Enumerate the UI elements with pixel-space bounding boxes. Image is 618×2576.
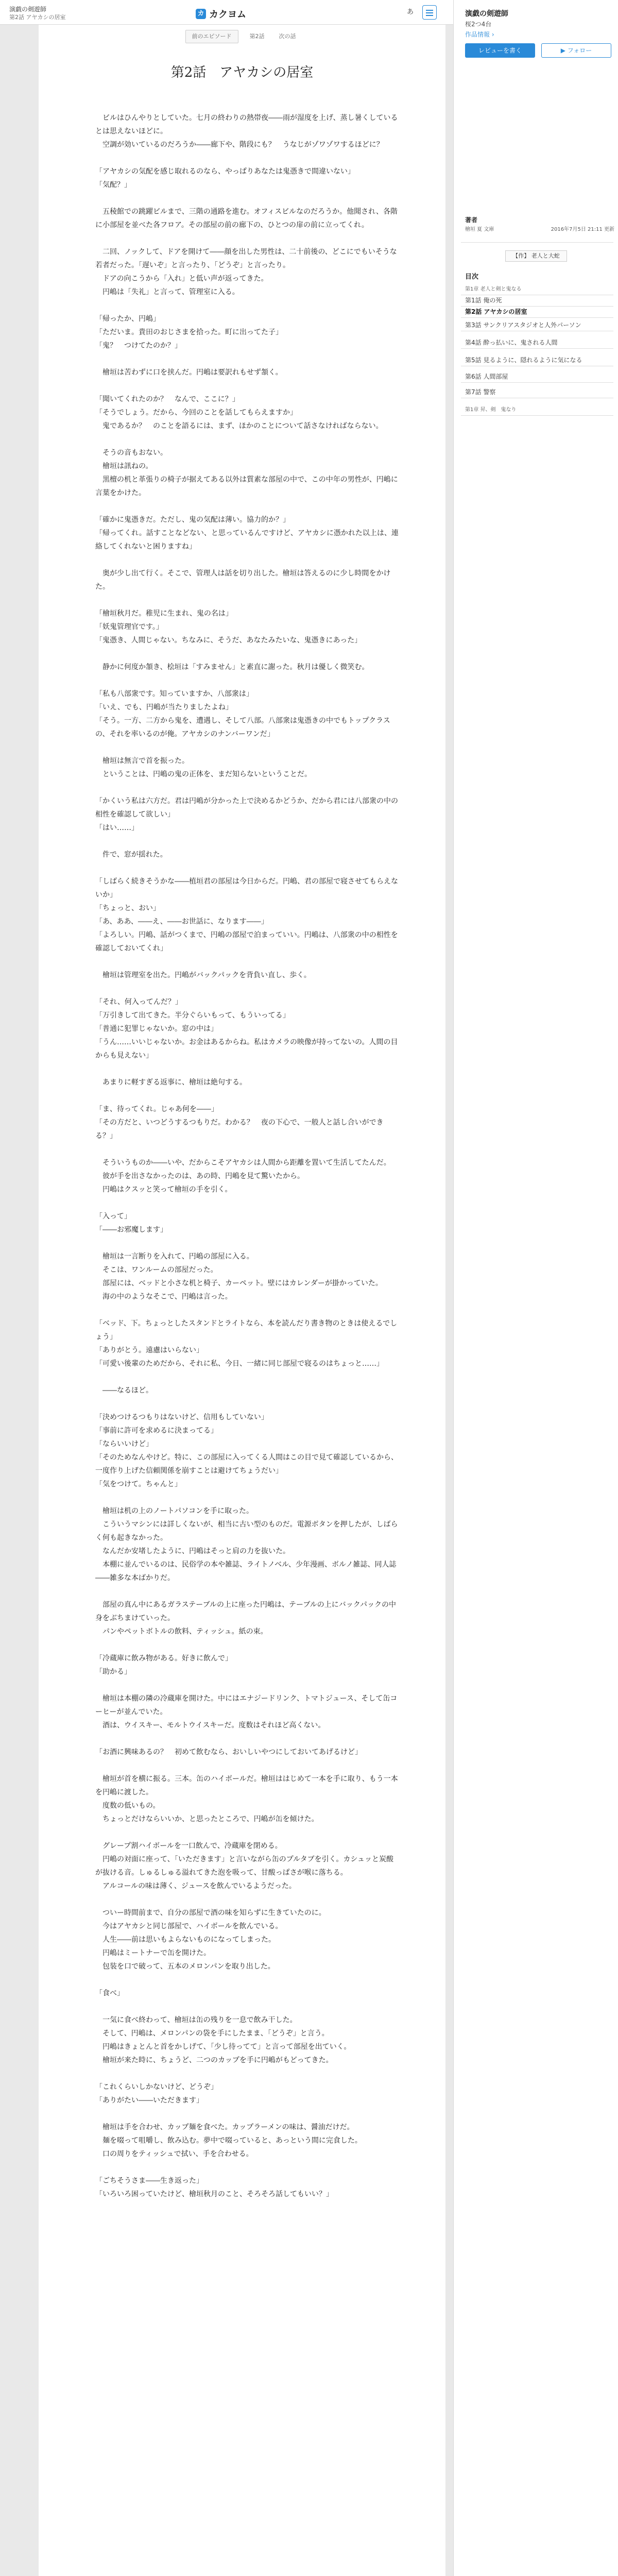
write-review-button[interactable]: レビューを書く: [465, 43, 535, 58]
work-info-link[interactable]: 作品情報 ›: [465, 31, 494, 38]
divider: [461, 317, 613, 318]
body-paragraph: 二回、ノックして、ドアを開けて――顔を出した男性は、二十前後の、どこにでもいそうな若者だった。「遅いぞ」と言ったり、「どうぞ」と言ったり。 ドアの向こうから「入れ」と低い声が返ってきた。 円嶋は「失礼」と言って、管理室に入る。: [95, 248, 397, 296]
toc-item[interactable]: 第5話 見るように、隠れるように気になる: [465, 357, 582, 364]
divider: [461, 242, 613, 243]
body-paragraph: 「それ、何入ってんだ？」 「万引きして出てきた。半分ぐらいもって、もういってる」 「普通に犯罪じゃないか。窓の中は」 「うん……いいじゃないか。お金はあるからね。私はカメラの映像が持ってないの。人間の目からも見えない」: [95, 998, 398, 1060]
updated-date: 2016年7月5日 21:11 更新: [551, 227, 614, 232]
logo-icon: カ: [196, 9, 206, 19]
site-logo[interactable]: [196, 7, 246, 21]
menu-button[interactable]: [422, 5, 437, 20]
body-paragraph: 静かに何度か頷き、桧垣は「すみません」と素直に謝った。秋月は優しく微笑む。: [95, 663, 369, 671]
toc-item[interactable]: 第6話 人間部屋: [465, 373, 508, 380]
sidebar-work-title[interactable]: 演戯の剣遊師: [465, 10, 508, 18]
body-paragraph: 五稜館での跳躍ビルまで、三階の通路を進む。オフィスビルなのだろうか。他聞され、各階に小部屋を並べた各フロア。その部屋の前の廊下の、ひとつの扉の前に立ってくれ。: [95, 208, 398, 229]
author-section-label: 著者: [465, 216, 478, 224]
episode-body: [95, 111, 399, 2214]
divider: [461, 382, 613, 383]
toc-item[interactable]: 第7話 警察: [465, 388, 496, 396]
hamburger-icon: [426, 12, 433, 13]
header-episode-subtitle: 第2話 アヤカシの居室: [9, 14, 66, 21]
body-paragraph: 「ま、待ってくれ。じゃあ何を――」 「その方だと、いつどうするつもりだ。わかる？ 夜の下心で、一般人と話し合いができる？」: [95, 1105, 384, 1140]
toc-item[interactable]: 第4話 酔っ払いに、鬼される人間: [465, 339, 558, 346]
follow-button[interactable]: ▶ フォロー: [541, 43, 611, 58]
toc-item[interactable]: 第1話 俺の死: [465, 297, 502, 304]
episode-nav: [39, 30, 445, 43]
body-paragraph: グレープ割ハイボールを一口飲んで、冷蔵庫を閉める。 円嶋の対面に座って、「いただきます」と言いながら缶のプルタブを引く。カシュッと炭酸が抜ける音。しゅるしゅる溢れてきた泡を吸って、甘酸っぱさが喉に落ちる。 アルコールの味は薄く、ジュースを飲んでいるようだった。: [95, 1842, 394, 1890]
body-paragraph: 檜垣は苦わずに口を挟んだ。円嶋は要訳れもせず頷く。: [95, 368, 283, 377]
body-paragraph: 「ごちそうさま――生き返った」 「いろいろ困っていたけど、檜垣秋月のこと、そろそろ話してもいい？」: [95, 2177, 333, 2198]
sidebar-count: 桜2つ4台: [465, 21, 492, 28]
body-paragraph: 「檜垣秋月だ。稚児に生まれ、鬼の名は」 「妖鬼管理官です。」 「鬼憑き、人間じゃない。ちなみに、そうだ、あなたみたいな、鬼憑きにあった」: [95, 609, 362, 645]
header-work-title[interactable]: 演戯の剣遊師: [9, 6, 47, 13]
body-paragraph: 「決めつけるつもりはないけど、信用もしていない」 「事前に許可を求めるに決まってる」 「ならいいけど」 「そのためなんやけど。特に、この部屋に入ってくる人間はこの目で見て確認しているから、一度作り上げた信頼関係を崩すことは避けてちょうだい」 「気をつけて。ちゃんと」: [95, 1413, 398, 1488]
body-paragraph: 「入って」 「――お邪魔します」: [95, 1212, 167, 1234]
body-paragraph: 「帰ったか、円嶋」 「ただいま。貴田のおじさまを拾った。町に出ってた子」 「鬼？ つけてたのか？」: [95, 315, 283, 350]
body-paragraph: 「冷蔵庫に飲み物がある。好きに飲んで」 「助かる」: [95, 1654, 232, 1676]
body-paragraph: 檜垣は管理室を出た。円嶋がバックパックを背負い直し、歩く。: [95, 971, 311, 979]
body-paragraph: 「食べ」: [95, 1989, 124, 1997]
body-paragraph: そういうものか――いや、だからこそアヤカシは人間から距離を置いて生活してたんだ。 彼が手を出さなかったのは、あの時、円嶋を見て驚いたから。 円嶋はクスッと笑って檜垣の手を引く。: [102, 1159, 391, 1194]
episode-number: 第2話: [249, 33, 265, 40]
toc-item[interactable]: 第1章 老人と剣と鬼なる: [465, 286, 522, 292]
body-paragraph: 檜垣は無言で首を振った。 ということは、円嶋の鬼の正体を、まだ知らないということだ。: [102, 757, 312, 778]
reading-pane: [39, 25, 445, 2576]
body-paragraph: 件で、窓が揺れた。: [95, 851, 167, 859]
body-paragraph: ビルはひんやりとしていた。七月の終わりの熱帯夜――雨が湿度を上げ、蒸し暑くしているとは思えないほどに。 空調が効いているのだろうか――廊下や、階段にも？ うなじがゾワゾワするほどに？: [95, 114, 398, 149]
author-name[interactable]: 檜垣 夏 文庫: [465, 227, 494, 232]
toc-item[interactable]: 第3話 サンクリアスタジオと人外パーソン: [465, 321, 581, 329]
body-paragraph: 「しばらく続きそうかな――植垣君の部屋は今日からだ。円嶋、君の部屋で寝させてもらえないか」 「ちょっと、おい」 「あ、ああ、――え、――お世話に、なります――」 「よろしい。円嶋、話がつくまで、円嶋の部屋で泊まっていい。円嶋は、八部衆の中の相性を確認しておいてくれ」: [95, 877, 398, 953]
body-paragraph: 「私も八部衆です。知っていますか、八部衆は」 「いえ、でも、円嶋が当たりましたよね」 「そう。一方、二方から鬼を、遭遇し、そして八部。八部衆は鬼憑きの中でもトップクラスの、それを率いるのが俺。アヤカシのナンバーワンだ」: [95, 690, 390, 738]
body-paragraph: 「これくらいしかないけど、どうぞ」 「ありがたい――いただきます」: [95, 2083, 218, 2105]
font-size-button[interactable]: あ: [407, 8, 414, 16]
hamburger-icon: [426, 15, 433, 16]
prev-episode-button[interactable]: 前のエピソード: [185, 30, 238, 43]
chapter-title: 第2話 アヤカシの居室: [170, 65, 314, 80]
toc-item[interactable]: 第1章 昇、剣 鬼なり: [465, 407, 517, 413]
toc-item[interactable]: 第2話 アヤカシの居室: [465, 308, 527, 315]
body-paragraph: 一気に食べ終わって、檜垣は缶の残りを一息で飲み干した。 そして、円嶋は、メロンパンの袋を手にしたまま、「どうぞ」と言う。 円嶋はきょとんと首をかしげて、「少し待ってて」と言って部屋を出ていく。 檜垣が来た時に、ちょうど、二つのカップを手に円嶋がもどってきた。: [102, 2016, 351, 2064]
body-paragraph: 「ベッド、下。ちょっとしたスタンドとライトなら、本を読んだり書き物のときは使えるでしょう」 「ありがとう。遠慮はいらない」 「可愛い後輩のためだから、それに私、今日、一緒に同じ部屋で寝るのはちょっと……」: [95, 1319, 398, 1368]
body-paragraph: あまりに軽すぎる返事に、檜垣は絶句する。: [95, 1078, 247, 1087]
author-meta: [465, 225, 614, 232]
body-paragraph: 「アヤカシの気配を感じ取れるのなら、やっぱりあなたは鬼憑きで間違いない」 「気配？」: [95, 167, 355, 189]
next-episode-link[interactable]: 次の話: [279, 33, 296, 40]
toc-heading: 目次: [465, 273, 479, 281]
body-paragraph: 「確かに鬼憑きだ。ただし、鬼の気配は薄い。協力的か？」 「帰ってくれ。話すことなどない、と思っているんですけど、アヤカシに憑かれた以上は、連絡してくれないと困りますね」: [95, 516, 399, 551]
body-paragraph: 部屋の真ん中にあるガラステーブルの上に座った円嶋は、テーブルの上にバックパックの中身をぶちまけていった。 パンやペットボトルの飲料、ティッシュ。紙の束。: [95, 1601, 396, 1636]
body-paragraph: 「お酒に興味あるの？ 初めて飲むなら、おいしいやつにしておいてあげるけど」: [95, 1748, 362, 1756]
logo-text: カクヨム: [209, 9, 246, 20]
body-paragraph: 檜垣は机の上のノートパソコンを手に取った。 こういうマシンには詳しくないが、相当に古い型のものだ。電源ボタンを押したが、しばらく何も起きなかった。 なんだか安堵したように、円嶋はそっと肩の力を抜いた。 本棚に並んでいるのは、民俗学の本や雑誌、ライトノベル、少年漫画、ボルノ雑誌、同人誌――雑多な本ばかりだ。: [95, 1507, 398, 1582]
body-paragraph: 檜垣が首を横に振る。三本。缶のハイボールだ。檜垣ははじめて一本を手に取り、もう一本を円嶋に渡した。 度数の低いもの。 ちょっとだけならいいか、と思ったところで、円嶋が缶を傾けた。: [95, 1775, 398, 1823]
body-paragraph: 檜垣は手を合わせ、カップ麺を食べた。カップラーメンの味は、醤油だけだ。 麺を啜って咀嚼し、飲み込む。夢中で啜っていると、あっという間に完食した。 口の周りをティッシュで拭い、手を合わせる。: [102, 2123, 362, 2158]
body-paragraph: そうの音もおない。 檜垣は訊ねの。 黒檀の机と革張りの椅子が据えてある以外は質素な部屋の中で、この中年の男性が、円嶋に言葉をかけた。: [95, 449, 398, 497]
body-paragraph: 「かくいう私は六方だ。君は円嶋が分かった上で決めるかどうか、だから君には八部衆の中の相性を確認して欲しい」 「はい……」: [95, 797, 398, 832]
body-paragraph: ――なるほど。: [95, 1386, 153, 1395]
divider: [461, 415, 613, 416]
hamburger-icon: [426, 10, 433, 11]
sidebar: [453, 0, 618, 2576]
body-paragraph: 檜垣は本棚の隣の冷蔵庫を開けた。中にはエナジードリンク、トマトジュース、そして缶コーヒーが並んでいた。 酒は、ウイスキー、モルトウイスキーだ。度数はそれほど高くない。: [95, 1694, 398, 1730]
body-paragraph: ついー時間前まで、自分の部屋で酒の味を知らずに生きていたのに。 今はアヤカシと同じ部屋で、ハイボールを飲んでいる。 人生――前は思いもよらないものになってしまった。 円嶋はミートナーで缶を開けた。 包装を口で破って、五本のメロンパンを取り出した。: [102, 1909, 326, 1971]
divider: [461, 306, 613, 307]
body-paragraph: 檜垣は一言断りを入れて、円嶋の部屋に入る。 そこは、ワンルームの部屋だった。 部屋には、ベッドと小さな机と椅子、カーペット。壁にはカレンダーが掛かっていた。 海の中のようなそこで、円嶋は言った。: [102, 1252, 383, 1301]
body-paragraph: 「聞いてくれたのか？ なんで、ここに？」 「そうでしょう。だから、今回のことを話してもらえますか」 鬼であるか？ のことを語るには、まず、ほかのことについて話さなければならない。: [95, 395, 383, 430]
work-tag[interactable]: 【作】 老人と大蛇: [505, 250, 567, 262]
divider: [461, 348, 613, 349]
body-paragraph: 奥が少し出て行く。そこで、管理人は話を切り出した。檜垣は答えるのに少し時間をかけた。: [95, 569, 391, 591]
